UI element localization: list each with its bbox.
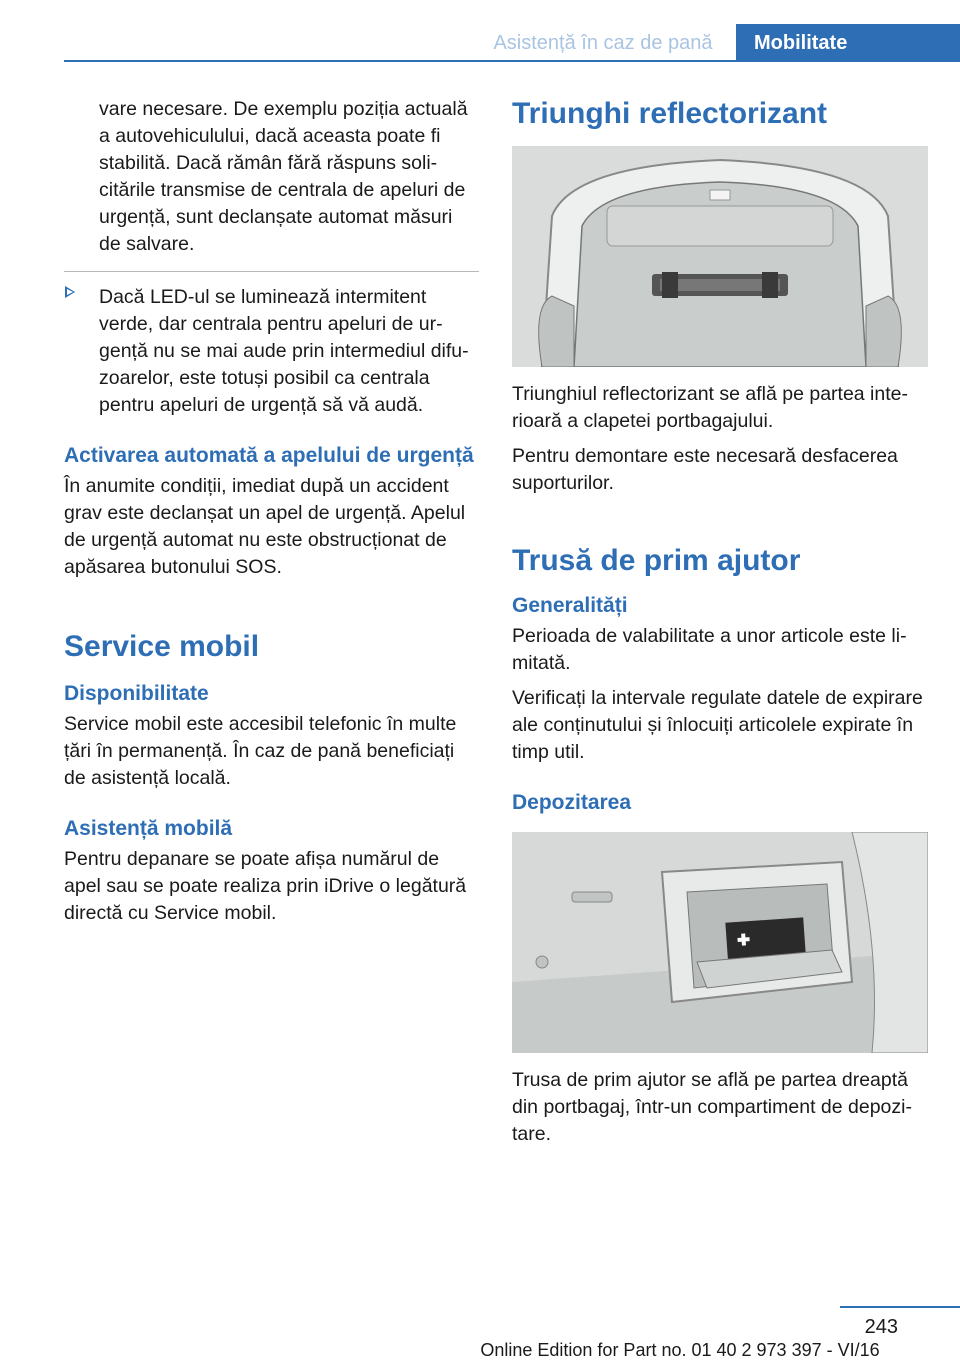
triangle-bullet-icon [65,286,75,298]
heading-first-aid: Trusă de prim ajutor [512,544,801,577]
heading-storage: Depozitarea [512,791,632,814]
page-header [0,0,960,62]
general-paragraph-1: Perioada de valabilitate a unor articole este limitată. [512,625,907,674]
heading-triangle: Triunghi reflectorizant [512,97,828,130]
page-number: 243 [864,1316,898,1338]
auto-call-paragraph: În anumite condiții, imediat după un accident grav este declanșat un apel de urgență. Apelul de urgență automat nu este obstrucționat de apăsarea butonului SOS. [64,475,466,578]
footer-rule [840,1306,960,1308]
heading-mobile-assistance: Asistență mobilă [64,817,233,840]
availability-paragraph: Service mobil este accesibil telefonic în multe țări în permanență. În caz de pană beneficiați de asistență locală. [64,713,457,789]
heading-general: Generalități [512,594,628,617]
footer-edition-text: Online Edition for Part no. 01 40 2 973 397 - VI/16 [480,1340,880,1360]
right-column [512,96,927,1148]
trunk-lid-illustration [512,146,928,367]
left-column [64,96,479,927]
bullet-led [64,271,479,419]
trunk-storage-illustration [512,832,928,1053]
heading-service-mobil: Service mobil [64,630,260,663]
triangle-paragraph-1: Triunghiul reflectorizant se află pe partea interioară a clapetei portbagajului. [512,383,908,432]
trunk-storage-drawing [512,832,928,1053]
general-paragraph-2: Verificați la intervale regulate datele de expirare ale conținutului și înlocuiți articolele expirate în timp util. [512,687,923,763]
heading-auto-call: Activarea automată a apelului de urgență [64,444,474,467]
header-section-title: Asistență în caz de pană [493,32,713,54]
heading-availability: Disponibilitate [64,682,209,705]
header-chapter-tab: Mobilitate [736,24,960,62]
trunk-lid-drawing [512,146,928,367]
storage-paragraph: Trusa de prim ajutor se află pe partea dreaptă din portbagaj, într-un compartiment de depozitare. [512,1069,912,1145]
bullet-led-text: Dacă LED-ul se luminează intermitent verde, dar centrala pentru apeluri de urgență nu se mai aude prin intermediul difuzoarelor, este totuși posibil ca centrala pentru apeluri de urgență să vă audă. [99,286,469,416]
intro-paragraph: vare necesare. De exemplu poziția actuală a autovehiculului, dacă aceasta poate fi stabilită. Dacă rămân fără răspuns solicitările transmise de centrala de apeluri de urgență, sunt declanșate automat măsuri de salvare. [99,98,468,255]
footer-edition [0,1340,960,1361]
assistance-paragraph: Pentru depanare se poate afișa numărul de apel sau se poate realiza prin iDrive o legătură directă cu Service mobil. [64,848,467,924]
header-rule [64,60,960,62]
triangle-paragraph-2: Pentru demontare este necesară desfacerea suporturilor. [512,445,898,494]
